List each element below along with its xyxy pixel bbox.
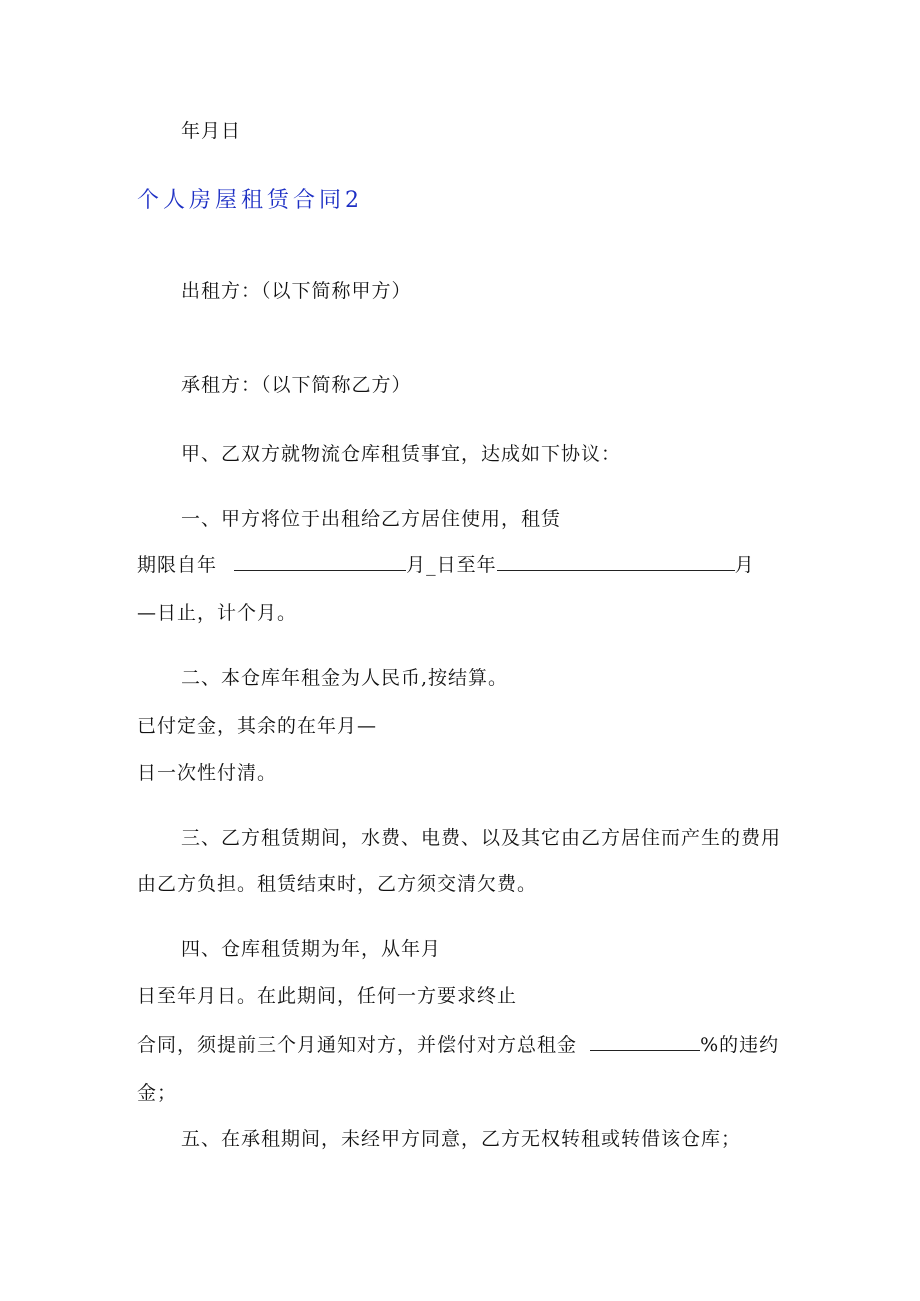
clause-2-line-2: 已付定金，其余的在年月—	[137, 715, 378, 737]
date-line: 年月日	[181, 120, 242, 142]
clause-1-line-3: —日止，计个月。	[137, 602, 298, 624]
clause-1-text-c: 月	[734, 554, 755, 576]
clause-4-line-4: 金；	[137, 1082, 178, 1104]
clause-1-text-a: 期限自年	[137, 554, 218, 576]
blank-field-penalty-percent	[590, 1032, 700, 1051]
lessor-line: 出租方：（以下简称甲方）	[181, 280, 412, 302]
clause-1-line-2	[137, 552, 755, 578]
lessee-line: 承租方：（以下简称乙方）	[181, 374, 412, 396]
clause-3-line-2: 由乙方负担。租赁结束时，乙方须交清欠费。	[137, 873, 538, 895]
contract-title: 个人房屋租赁合同2	[137, 188, 363, 213]
clause-4-line-2: 日至年月日。在此期间，任何一方要求终止	[137, 985, 518, 1007]
clause-3-line-1: 三、乙方租赁期间，水费、电费、以及其它由乙方居住而产生的费用	[181, 827, 782, 849]
intro-paragraph: 甲、乙双方就物流仓库租赁事宜，达成如下协议：	[181, 443, 622, 465]
clause-1-line-1: 一、甲方将位于出租给乙方居住使用，租赁	[181, 508, 562, 530]
clause-4-text-b: %的违约	[700, 1034, 780, 1056]
clause-4-line-3	[137, 1032, 779, 1058]
blank-field-end-year	[497, 552, 735, 571]
clause-1-text-b: 月_日至年	[406, 554, 497, 576]
clause-2-line-1: 二、本仓库年租金为人民币,按结算。	[181, 667, 509, 689]
clause-4-text-a: 合同，须提前三个月通知对方，并偿付对方总租金	[137, 1034, 578, 1056]
clause-4-line-1: 四、仓库租赁期为年，从年月	[181, 938, 442, 960]
blank-field-start-year	[234, 552, 406, 571]
clause-5-line-1: 五、在承租期间，未经甲方同意，乙方无权转租或转借该仓库；	[181, 1128, 742, 1150]
clause-2-line-3: 日一次性付清。	[137, 762, 278, 784]
